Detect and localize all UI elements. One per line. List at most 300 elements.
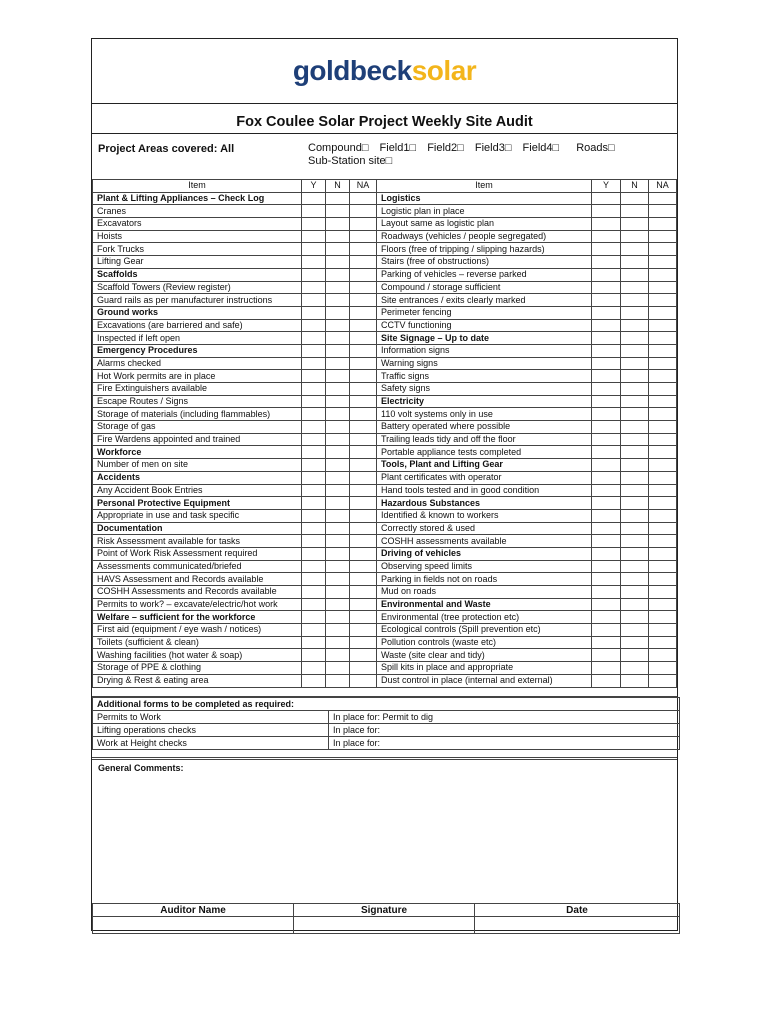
checkbox-cell-y-left[interactable] xyxy=(302,484,326,497)
checkbox-cell-na-left[interactable] xyxy=(350,649,377,662)
checklist-item-right: Driving of vehicles xyxy=(377,547,592,560)
form-name: Work at Height checks xyxy=(93,737,329,750)
checkbox-cell-n-left[interactable] xyxy=(326,459,350,472)
form-in-place-field[interactable]: In place for: Permit to dig xyxy=(329,711,680,724)
checkbox-cell-y-right[interactable] xyxy=(592,649,621,662)
checkbox-cell-n-right[interactable] xyxy=(621,433,649,446)
checklist-item-right: Logistic plan in place xyxy=(377,205,592,218)
checkbox-cell-n-left[interactable] xyxy=(326,484,350,497)
checkbox-cell-n-left[interactable] xyxy=(326,344,350,357)
checkbox-cell-na-left[interactable] xyxy=(350,306,377,319)
form-in-place-field[interactable]: In place for: xyxy=(329,724,680,737)
checkbox-cell-na-left[interactable] xyxy=(350,256,377,269)
checkbox-cell-y-left[interactable] xyxy=(302,636,326,649)
checkbox-cell-y-right[interactable] xyxy=(592,357,621,370)
checkbox-cell-na-right[interactable] xyxy=(649,433,677,446)
checkbox-cell-n-left[interactable] xyxy=(326,662,350,675)
checkbox-cell-na-right[interactable] xyxy=(649,446,677,459)
checkbox-cell-y-left[interactable] xyxy=(302,268,326,281)
checkbox-cell-y-left[interactable] xyxy=(302,547,326,560)
checkbox-cell-n-left[interactable] xyxy=(326,256,350,269)
checkbox-cell-y-right[interactable] xyxy=(592,484,621,497)
table-row xyxy=(93,281,677,294)
checkbox-cell-na-right[interactable] xyxy=(649,205,677,218)
checkbox-cell-y-right[interactable] xyxy=(592,598,621,611)
checkbox-cell-y-left[interactable] xyxy=(302,497,326,510)
table-row xyxy=(93,294,677,307)
checkbox-cell-na-right[interactable] xyxy=(649,497,677,510)
checkbox-cell-n-left[interactable] xyxy=(326,586,350,599)
checkbox-cell-y-left[interactable] xyxy=(302,509,326,522)
area-option-roads[interactable]: Roads□ xyxy=(576,142,615,154)
checkbox-cell-n-left[interactable] xyxy=(326,205,350,218)
checkbox-cell-y-right[interactable] xyxy=(592,509,621,522)
checkbox-cell-y-left[interactable] xyxy=(302,433,326,446)
checkbox-cell-n-left[interactable] xyxy=(326,535,350,548)
checkbox-cell-na-right[interactable] xyxy=(649,573,677,586)
checkbox-cell-y-left[interactable] xyxy=(302,383,326,396)
area-option-field2[interactable]: Field2□ xyxy=(427,142,464,154)
checkbox-cell-n-left[interactable] xyxy=(326,433,350,446)
checkbox-cell-na-left[interactable] xyxy=(350,192,377,205)
checkbox-cell-n-right[interactable] xyxy=(621,243,649,256)
general-comments-area[interactable] xyxy=(92,759,677,905)
checklist-item-right: Spill kits in place and appropriate xyxy=(377,662,592,675)
header-item-left: Item xyxy=(93,180,302,193)
checkbox-cell-y-right[interactable] xyxy=(592,636,621,649)
checkbox-cell-na-left[interactable] xyxy=(350,433,377,446)
checkbox-cell-na-left[interactable] xyxy=(350,471,377,484)
checkbox-cell-y-right[interactable] xyxy=(592,446,621,459)
checkbox-cell-y-left[interactable] xyxy=(302,370,326,383)
checkbox-cell-n-right[interactable] xyxy=(621,662,649,675)
checkbox-cell-n-right[interactable] xyxy=(621,522,649,535)
table-row xyxy=(93,471,677,484)
checkbox-cell-na-left[interactable] xyxy=(350,484,377,497)
checkbox-cell-n-left[interactable] xyxy=(326,674,350,687)
checkbox-cell-na-right[interactable] xyxy=(649,674,677,687)
checkbox-cell-na-right[interactable] xyxy=(649,522,677,535)
checkbox-cell-na-left[interactable] xyxy=(350,205,377,218)
checkbox-cell-n-left[interactable] xyxy=(326,243,350,256)
checkbox-cell-n-right[interactable] xyxy=(621,230,649,243)
checkbox-cell-n-right[interactable] xyxy=(621,560,649,573)
checklist-item-right: COSHH assessments available xyxy=(377,535,592,548)
checkbox-cell-n-left[interactable] xyxy=(326,573,350,586)
checkbox-cell-na-right[interactable] xyxy=(649,230,677,243)
table-row xyxy=(93,624,677,637)
checkbox-cell-n-right[interactable] xyxy=(621,611,649,624)
checkbox-cell-na-right[interactable] xyxy=(649,408,677,421)
checkbox-cell-na-left[interactable] xyxy=(350,294,377,307)
checkbox-cell-na-right[interactable] xyxy=(649,243,677,256)
checkbox-cell-na-left[interactable] xyxy=(350,636,377,649)
checkbox-cell-na-left[interactable] xyxy=(350,370,377,383)
checkbox-cell-na-right[interactable] xyxy=(649,586,677,599)
checkbox-cell-n-left[interactable] xyxy=(326,522,350,535)
checkbox-cell-na-left[interactable] xyxy=(350,598,377,611)
checkbox-cell-y-left[interactable] xyxy=(302,522,326,535)
checkbox-cell-y-left[interactable] xyxy=(302,319,326,332)
checkbox-cell-n-right[interactable] xyxy=(621,344,649,357)
checkbox-cell-y-right[interactable] xyxy=(592,662,621,675)
checkbox-cell-n-right[interactable] xyxy=(621,674,649,687)
checkbox-cell-na-right[interactable] xyxy=(649,319,677,332)
checkbox-cell-n-left[interactable] xyxy=(326,446,350,459)
checkbox-cell-y-left[interactable] xyxy=(302,446,326,459)
checkbox-cell-y-right[interactable] xyxy=(592,535,621,548)
checkbox-cell-y-left[interactable] xyxy=(302,674,326,687)
checkbox-cell-n-right[interactable] xyxy=(621,383,649,396)
checklist-item-left: Excavators xyxy=(93,218,302,231)
checkbox-cell-y-right[interactable] xyxy=(592,408,621,421)
table-row xyxy=(93,573,677,586)
checkbox-cell-na-right[interactable] xyxy=(649,332,677,345)
checkbox-cell-na-right[interactable] xyxy=(649,547,677,560)
checkbox-cell-n-right[interactable] xyxy=(621,218,649,231)
checkbox-cell-n-right[interactable] xyxy=(621,459,649,472)
checkbox-cell-n-left[interactable] xyxy=(326,509,350,522)
checkbox-cell-n-left[interactable] xyxy=(326,370,350,383)
checkbox-cell-n-left[interactable] xyxy=(326,649,350,662)
checkbox-cell-y-right[interactable] xyxy=(592,294,621,307)
checkbox-cell-y-left[interactable] xyxy=(302,649,326,662)
logo-header xyxy=(92,39,677,104)
checkbox-cell-n-right[interactable] xyxy=(621,408,649,421)
checkbox-cell-y-right[interactable] xyxy=(592,471,621,484)
checkbox-cell-n-right[interactable] xyxy=(621,370,649,383)
checkbox-cell-y-left[interactable] xyxy=(302,471,326,484)
checkbox-cell-n-right[interactable] xyxy=(621,395,649,408)
table-row xyxy=(93,383,677,396)
checklist-item-left: Toilets (sufficient & clean) xyxy=(93,636,302,649)
signature-field[interactable] xyxy=(294,917,475,934)
checkbox-cell-n-left[interactable] xyxy=(326,395,350,408)
table-row xyxy=(93,306,677,319)
checkbox-cell-n-right[interactable] xyxy=(621,573,649,586)
checkbox-cell-y-left[interactable] xyxy=(302,560,326,573)
checkbox-cell-na-right[interactable] xyxy=(649,344,677,357)
checkbox-cell-n-right[interactable] xyxy=(621,497,649,510)
checkbox-cell-n-left[interactable] xyxy=(326,319,350,332)
checkbox-cell-y-left[interactable] xyxy=(302,332,326,345)
checkbox-cell-y-right[interactable] xyxy=(592,395,621,408)
checkbox-cell-na-left[interactable] xyxy=(350,459,377,472)
checkbox-cell-na-right[interactable] xyxy=(649,268,677,281)
checkbox-cell-na-left[interactable] xyxy=(350,674,377,687)
checkbox-cell-na-left[interactable] xyxy=(350,586,377,599)
checkbox-cell-n-right[interactable] xyxy=(621,205,649,218)
checkbox-cell-y-left[interactable] xyxy=(302,306,326,319)
checklist-item-right: Site Signage – Up to date xyxy=(377,332,592,345)
checkbox-cell-y-left[interactable] xyxy=(302,395,326,408)
table-row xyxy=(93,586,677,599)
checkbox-cell-na-right[interactable] xyxy=(649,484,677,497)
checkbox-cell-y-right[interactable] xyxy=(592,547,621,560)
checkbox-cell-n-left[interactable] xyxy=(326,294,350,307)
checkbox-cell-na-left[interactable] xyxy=(350,383,377,396)
checkbox-cell-n-right[interactable] xyxy=(621,421,649,434)
area-option-field3[interactable]: Field3□ xyxy=(474,142,512,154)
auditor-name-field[interactable] xyxy=(93,917,294,934)
checkbox-cell-y-right[interactable] xyxy=(592,586,621,599)
checkbox-cell-y-right[interactable] xyxy=(592,205,621,218)
checkbox-cell-n-right[interactable] xyxy=(621,509,649,522)
checkbox-cell-na-right[interactable] xyxy=(649,306,677,319)
checkbox-cell-n-right[interactable] xyxy=(621,446,649,459)
checkbox-cell-n-right[interactable] xyxy=(621,649,649,662)
checkbox-cell-y-right[interactable] xyxy=(592,344,621,357)
checklist-item-left: Storage of PPE & clothing xyxy=(93,662,302,675)
checkbox-cell-y-left[interactable] xyxy=(302,357,326,370)
checkbox-cell-n-right[interactable] xyxy=(621,586,649,599)
checklist-item-left: Cranes xyxy=(93,205,302,218)
checkbox-cell-y-left[interactable] xyxy=(302,408,326,421)
checklist-item-left: Fire Extinguishers available xyxy=(93,383,302,396)
table-row xyxy=(93,459,677,472)
checkbox-cell-y-right[interactable] xyxy=(592,332,621,345)
checkbox-cell-y-left[interactable] xyxy=(302,624,326,637)
checkbox-cell-na-left[interactable] xyxy=(350,218,377,231)
checkbox-cell-na-left[interactable] xyxy=(350,662,377,675)
checkbox-cell-n-left[interactable] xyxy=(326,408,350,421)
checkbox-cell-na-right[interactable] xyxy=(649,357,677,370)
checkbox-cell-y-right[interactable] xyxy=(592,433,621,446)
table-row xyxy=(93,370,677,383)
checkbox-cell-na-left[interactable] xyxy=(350,446,377,459)
checkbox-cell-y-right[interactable] xyxy=(592,383,621,396)
form-in-place-field[interactable]: In place for: xyxy=(329,737,680,750)
area-option-substation[interactable]: Sub-Station site□ xyxy=(308,155,393,167)
checkbox-cell-na-left[interactable] xyxy=(350,230,377,243)
table-row xyxy=(93,497,677,510)
checkbox-cell-na-left[interactable] xyxy=(350,560,377,573)
checkbox-cell-n-left[interactable] xyxy=(326,230,350,243)
checkbox-cell-n-left[interactable] xyxy=(326,471,350,484)
table-row xyxy=(93,319,677,332)
checkbox-cell-y-right[interactable] xyxy=(592,459,621,472)
checkbox-cell-y-right[interactable] xyxy=(592,281,621,294)
checkbox-cell-n-right[interactable] xyxy=(621,636,649,649)
checklist-item-right: Perimeter fencing xyxy=(377,306,592,319)
checkbox-cell-na-right[interactable] xyxy=(649,560,677,573)
checkbox-cell-na-right[interactable] xyxy=(649,395,677,408)
checklist-item-left: Fire Wardens appointed and trained xyxy=(93,433,302,446)
checkbox-cell-n-left[interactable] xyxy=(326,636,350,649)
checkbox-cell-y-right[interactable] xyxy=(592,256,621,269)
checkbox-cell-n-left[interactable] xyxy=(326,421,350,434)
checkbox-cell-n-right[interactable] xyxy=(621,484,649,497)
checkbox-cell-na-right[interactable] xyxy=(649,649,677,662)
checkbox-cell-y-left[interactable] xyxy=(302,344,326,357)
checkbox-cell-y-right[interactable] xyxy=(592,319,621,332)
checkbox-cell-na-left[interactable] xyxy=(350,522,377,535)
checkbox-cell-n-right[interactable] xyxy=(621,332,649,345)
checkbox-cell-na-left[interactable] xyxy=(350,573,377,586)
checklist-item-right: Mud on roads xyxy=(377,586,592,599)
checkbox-cell-na-right[interactable] xyxy=(649,383,677,396)
checkbox-cell-n-right[interactable] xyxy=(621,192,649,205)
checklist-item-left: Lifting Gear xyxy=(93,256,302,269)
checkbox-cell-y-right[interactable] xyxy=(592,243,621,256)
checkbox-cell-na-left[interactable] xyxy=(350,281,377,294)
checkbox-cell-n-right[interactable] xyxy=(621,357,649,370)
area-option-field4[interactable]: Field4□ xyxy=(522,142,560,154)
checkbox-cell-y-right[interactable] xyxy=(592,624,621,637)
checkbox-cell-na-right[interactable] xyxy=(649,294,677,307)
checkbox-cell-n-right[interactable] xyxy=(621,471,649,484)
checkbox-cell-y-left[interactable] xyxy=(302,573,326,586)
checkbox-cell-n-left[interactable] xyxy=(326,218,350,231)
checkbox-cell-n-right[interactable] xyxy=(621,268,649,281)
checkbox-cell-na-right[interactable] xyxy=(649,281,677,294)
area-option-field1[interactable]: Field1□ xyxy=(379,142,417,154)
area-option-compound[interactable]: Compound□ xyxy=(308,142,369,154)
checkbox-cell-y-left[interactable] xyxy=(302,662,326,675)
table-row xyxy=(93,192,677,205)
checkbox-cell-na-left[interactable] xyxy=(350,268,377,281)
checkbox-cell-y-left[interactable] xyxy=(302,294,326,307)
date-field[interactable] xyxy=(475,917,680,934)
checkbox-cell-y-right[interactable] xyxy=(592,674,621,687)
checkbox-cell-n-left[interactable] xyxy=(326,598,350,611)
checkbox-cell-na-left[interactable] xyxy=(350,421,377,434)
checkbox-cell-na-left[interactable] xyxy=(350,624,377,637)
checklist-item-left: Accidents xyxy=(93,471,302,484)
checkbox-cell-n-left[interactable] xyxy=(326,383,350,396)
checkbox-cell-n-left[interactable] xyxy=(326,611,350,624)
checkbox-cell-y-right[interactable] xyxy=(592,573,621,586)
checkbox-cell-n-left[interactable] xyxy=(326,624,350,637)
checkbox-cell-na-right[interactable] xyxy=(649,636,677,649)
auditor-name-header: Auditor Name xyxy=(93,904,294,917)
checkbox-cell-na-left[interactable] xyxy=(350,357,377,370)
checkbox-cell-na-left[interactable] xyxy=(350,497,377,510)
checkbox-cell-na-left[interactable] xyxy=(350,408,377,421)
checklist-item-right: Parking in fields not on roads xyxy=(377,573,592,586)
checkbox-cell-y-right[interactable] xyxy=(592,421,621,434)
audit-form xyxy=(91,38,678,931)
checkbox-cell-y-left[interactable] xyxy=(302,218,326,231)
checkbox-cell-n-left[interactable] xyxy=(326,281,350,294)
checkbox-cell-na-right[interactable] xyxy=(649,509,677,522)
checkbox-cell-y-left[interactable] xyxy=(302,243,326,256)
checkbox-cell-y-left[interactable] xyxy=(302,586,326,599)
checklist-item-left: Hoists xyxy=(93,230,302,243)
checkbox-cell-y-right[interactable] xyxy=(592,268,621,281)
checkbox-cell-n-right[interactable] xyxy=(621,535,649,548)
general-comments-label: General Comments: xyxy=(98,763,184,773)
checkbox-cell-y-left[interactable] xyxy=(302,535,326,548)
checklist-item-left: First aid (equipment / eye wash / notices) xyxy=(93,624,302,637)
checkbox-cell-y-left[interactable] xyxy=(302,205,326,218)
checkbox-cell-na-right[interactable] xyxy=(649,624,677,637)
table-row xyxy=(93,344,677,357)
checkbox-cell-n-left[interactable] xyxy=(326,560,350,573)
checkbox-cell-n-left[interactable] xyxy=(326,497,350,510)
checkbox-cell-na-left[interactable] xyxy=(350,319,377,332)
table-row xyxy=(93,484,677,497)
checkbox-cell-na-left[interactable] xyxy=(350,509,377,522)
checkbox-cell-na-left[interactable] xyxy=(350,535,377,548)
signoff-table xyxy=(92,903,680,934)
checkbox-cell-y-left[interactable] xyxy=(302,598,326,611)
checkbox-cell-n-right[interactable] xyxy=(621,547,649,560)
checkbox-cell-n-left[interactable] xyxy=(326,332,350,345)
checkbox-cell-na-right[interactable] xyxy=(649,598,677,611)
checkbox-cell-n-left[interactable] xyxy=(326,357,350,370)
checkbox-cell-na-left[interactable] xyxy=(350,243,377,256)
checkbox-cell-na-right[interactable] xyxy=(649,662,677,675)
checkbox-cell-y-right[interactable] xyxy=(592,230,621,243)
checkbox-cell-na-left[interactable] xyxy=(350,547,377,560)
checkbox-cell-na-right[interactable] xyxy=(649,535,677,548)
checklist-item-right: Site entrances / exits clearly marked xyxy=(377,294,592,307)
checkbox-cell-y-right[interactable] xyxy=(592,560,621,573)
checkbox-cell-n-left[interactable] xyxy=(326,306,350,319)
checkbox-cell-n-left[interactable] xyxy=(326,192,350,205)
checkbox-cell-y-left[interactable] xyxy=(302,281,326,294)
checkbox-cell-y-right[interactable] xyxy=(592,192,621,205)
checklist-item-right: Waste (site clear and tidy) xyxy=(377,649,592,662)
additional-forms-heading-row xyxy=(93,698,680,711)
checkbox-cell-na-right[interactable] xyxy=(649,370,677,383)
additional-forms-table xyxy=(92,697,680,750)
checkbox-cell-y-left[interactable] xyxy=(302,230,326,243)
checkbox-cell-y-left[interactable] xyxy=(302,192,326,205)
checklist-item-right: 110 volt systems only in use xyxy=(377,408,592,421)
checkbox-cell-na-right[interactable] xyxy=(649,611,677,624)
checkbox-cell-n-left[interactable] xyxy=(326,268,350,281)
checkbox-cell-n-right[interactable] xyxy=(621,319,649,332)
table-row xyxy=(93,256,677,269)
checkbox-cell-n-right[interactable] xyxy=(621,256,649,269)
checkbox-cell-y-right[interactable] xyxy=(592,370,621,383)
checkbox-cell-na-right[interactable] xyxy=(649,471,677,484)
checkbox-cell-na-right[interactable] xyxy=(649,421,677,434)
checkbox-cell-n-right[interactable] xyxy=(621,598,649,611)
checkbox-cell-n-right[interactable] xyxy=(621,306,649,319)
table-row xyxy=(93,611,677,624)
checklist-item-left: Storage of gas xyxy=(93,421,302,434)
checkbox-cell-na-left[interactable] xyxy=(350,395,377,408)
table-row xyxy=(93,408,677,421)
logo-part-goldbeck: goldbeck xyxy=(292,55,412,86)
checkbox-cell-y-left[interactable] xyxy=(302,459,326,472)
checkbox-cell-y-right[interactable] xyxy=(592,522,621,535)
checkbox-cell-y-right[interactable] xyxy=(592,611,621,624)
checkbox-cell-n-right[interactable] xyxy=(621,294,649,307)
checkbox-cell-na-right[interactable] xyxy=(649,459,677,472)
checkbox-cell-n-right[interactable] xyxy=(621,624,649,637)
checkbox-cell-na-left[interactable] xyxy=(350,611,377,624)
checklist-item-left: Emergency Procedures xyxy=(93,344,302,357)
form-name: Lifting operations checks xyxy=(93,724,329,737)
checkbox-cell-y-right[interactable] xyxy=(592,497,621,510)
checkbox-cell-na-right[interactable] xyxy=(649,192,677,205)
checkbox-cell-na-right[interactable] xyxy=(649,256,677,269)
checkbox-cell-n-left[interactable] xyxy=(326,547,350,560)
checkbox-cell-na-left[interactable] xyxy=(350,344,377,357)
checkbox-cell-y-right[interactable] xyxy=(592,218,621,231)
checkbox-cell-y-right[interactable] xyxy=(592,306,621,319)
checkbox-cell-y-left[interactable] xyxy=(302,421,326,434)
checkbox-cell-y-left[interactable] xyxy=(302,256,326,269)
checkbox-cell-y-left[interactable] xyxy=(302,611,326,624)
checkbox-cell-na-left[interactable] xyxy=(350,332,377,345)
checkbox-cell-na-right[interactable] xyxy=(649,218,677,231)
checkbox-cell-n-right[interactable] xyxy=(621,281,649,294)
